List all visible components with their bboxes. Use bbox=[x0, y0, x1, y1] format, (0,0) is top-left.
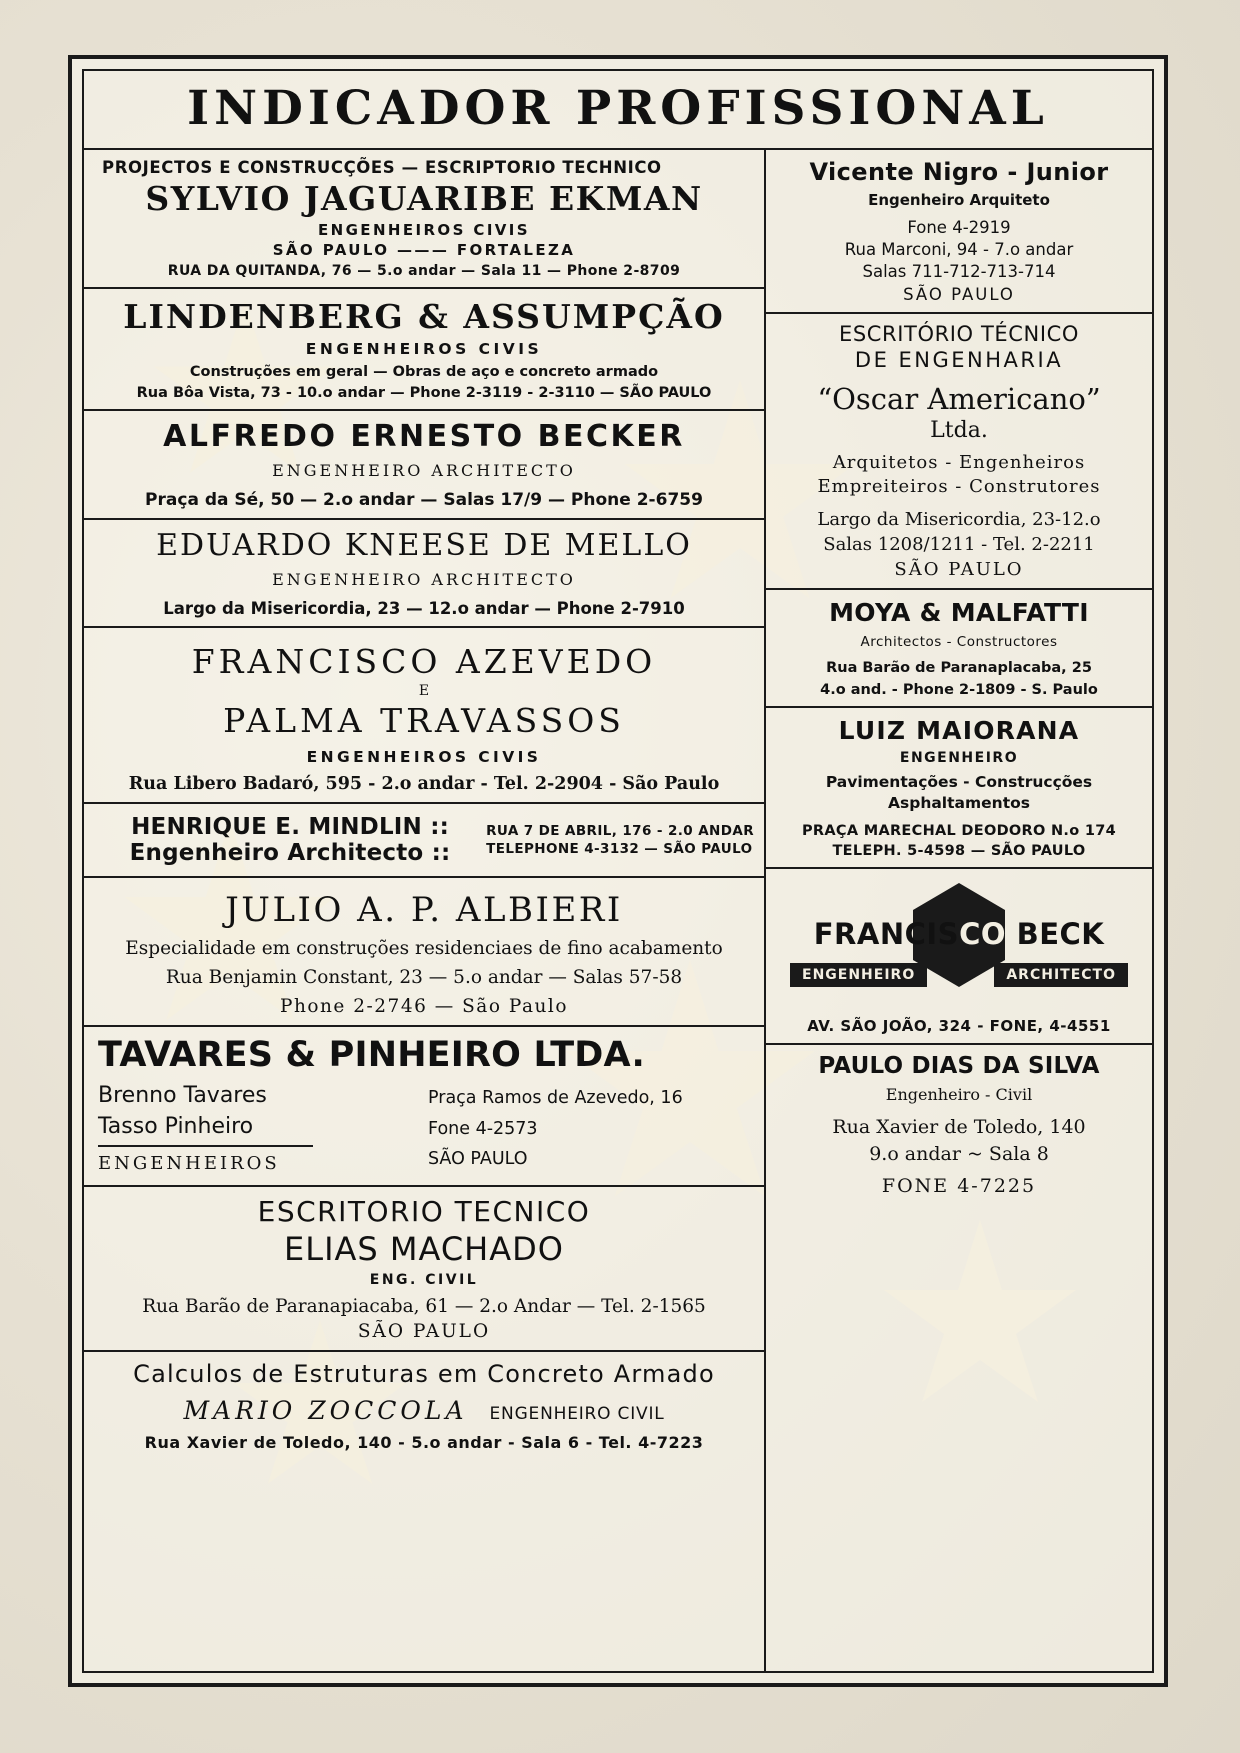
ad-name-row bbox=[96, 1396, 752, 1425]
ad-address: Rua Benjamin Constant, 23 — 5.o andar — Salas 57-58 bbox=[165, 967, 683, 988]
ad-address: PRAÇA MARECHAL DEODORO N.o 174 bbox=[801, 823, 1117, 839]
ad-phone: 4.o and. - Phone 2-1809 - S. Paulo bbox=[820, 682, 1098, 698]
ad-role: ENGENHEIROS CIVIS bbox=[317, 221, 530, 239]
ad-oscar-americano[interactable] bbox=[766, 314, 1152, 590]
ad-phone: FONE 4-7225 bbox=[881, 1175, 1037, 1197]
ad-rooms: Salas 1208/1211 - Tel. 2-2211 bbox=[823, 534, 1095, 555]
ad-role-1: Arquitetos - Engenheiros bbox=[832, 452, 1086, 473]
ad-address: Rua Barão de Paranapiacaba, 61 — 2.o Andar — Tel. 2-1565 bbox=[142, 1295, 706, 1317]
ad-header: PROJECTOS E CONSTRUCÇÕES — ESCRIPTORIO TECHNICO bbox=[102, 158, 662, 177]
ad-address bbox=[486, 822, 754, 858]
ad-moya-malfatti[interactable] bbox=[766, 590, 1152, 708]
ad-name: PAULO DIAS DA SILVA bbox=[818, 1053, 1100, 1079]
ad-phone: Fone 4-2919 bbox=[907, 218, 1011, 237]
ad-address: Rua Bôa Vista, 73 - 10.o andar — Phone 2-3119 - 2-3110 — SÃO PAULO bbox=[136, 385, 712, 401]
ad-details bbox=[98, 1083, 750, 1175]
ad-name: LINDENBERG & ASSUMPÇÃO bbox=[123, 297, 725, 336]
ad-city: SÃO PAULO bbox=[903, 285, 1015, 304]
ad-name-part-3: BECK bbox=[1006, 917, 1105, 951]
ad-name: MARIO ZOCCOLA bbox=[183, 1395, 468, 1425]
ad-cities: SÃO PAULO ——— FORTALEZA bbox=[272, 241, 576, 259]
ad-name: JULIO A. P. ALBIERI bbox=[225, 890, 623, 930]
ad-alfredo-ernesto-becker[interactable] bbox=[84, 411, 764, 520]
ad-header: ESCRITORIO TECNICO bbox=[257, 1194, 591, 1228]
ad-role-badges bbox=[790, 963, 1128, 987]
ad-address-line-1: RUA 7 DE ABRIL, 176 - 2.0 ANDAR bbox=[486, 822, 754, 839]
ad-name-secondary: PALMA TRAVASSOS bbox=[223, 701, 625, 740]
ad-role-2: Empreiteiros - Construtores bbox=[817, 476, 1101, 497]
page-title-bar bbox=[84, 71, 1152, 150]
ad-name: ELIAS MACHADO bbox=[284, 1229, 564, 1268]
advertisement-inner-frame bbox=[82, 69, 1154, 1673]
ad-role: Engenheiro Arquiteto bbox=[868, 191, 1050, 209]
ad-address: Rua Xavier de Toledo, 140 bbox=[832, 1116, 1086, 1138]
ad-partner-2: Tasso Pinheiro bbox=[98, 1114, 254, 1139]
ad-header-line-2: DE ENGENHARIA bbox=[854, 348, 1064, 372]
ad-badge-left: ENGENHEIRO bbox=[790, 963, 927, 987]
ad-sylvio-jaguaribe-ekman[interactable] bbox=[84, 150, 764, 289]
ad-header-line-1: ESCRITÓRIO TÉCNICO bbox=[838, 322, 1080, 346]
ad-address: Praça Ramos de Azevedo, 16 bbox=[428, 1088, 683, 1108]
ad-service-2: Asphaltamentos bbox=[888, 794, 1030, 812]
ad-role: ENGENHEIRO CIVIL bbox=[489, 1403, 665, 1424]
ad-role: ENGENHEIROS bbox=[98, 1153, 280, 1174]
ad-city: SÃO PAULO bbox=[894, 559, 1024, 580]
ad-phone: Phone 2-2746 — São Paulo bbox=[280, 996, 568, 1017]
ad-address: Rua Libero Badaró, 595 - 2.o andar - Tel. 2-2904 - São Paulo bbox=[128, 774, 720, 794]
ad-luiz-maiorana[interactable] bbox=[766, 708, 1152, 869]
ad-name: EDUARDO KNEESE DE MELLO bbox=[156, 528, 692, 563]
ad-elias-machado[interactable] bbox=[84, 1187, 764, 1352]
ad-name: Vicente Nigro - Junior bbox=[809, 158, 1109, 186]
ad-tavares-pinheiro-ltda[interactable] bbox=[84, 1027, 764, 1187]
ad-francisco-beck[interactable] bbox=[766, 869, 1152, 1045]
ad-lindenberg-assumpcao[interactable] bbox=[84, 289, 764, 411]
ad-address: Praça da Sé, 50 — 2.o andar — Salas 17/9 — Phone 2-6759 bbox=[145, 490, 703, 510]
ad-address: Largo da Misericordia, 23-12.o bbox=[817, 509, 1101, 530]
ad-vicente-nigro-junior[interactable] bbox=[766, 150, 1152, 314]
ad-eduardo-kneese-de-mello[interactable] bbox=[84, 520, 764, 628]
ad-address: Rua Xavier de Toledo, 140 - 5.o andar - Sala 6 - Tel. 4-7223 bbox=[144, 1432, 704, 1452]
ad-role: ENGENHEIRO bbox=[899, 750, 1019, 766]
page-title: INDICADOR PROFISSIONAL bbox=[187, 81, 1049, 136]
ad-name-part-1: FRANCIS bbox=[813, 917, 960, 951]
ad-rooms: 9.o andar ~ Sala 8 bbox=[869, 1143, 1049, 1165]
ad-address: Rua Marconi, 94 - 7.o andar bbox=[844, 240, 1074, 259]
ad-role: Engenheiro - Civil bbox=[885, 1085, 1033, 1104]
listing-grid bbox=[84, 150, 1152, 1671]
ad-phone: TELEPH. 5-4598 — SÃO PAULO bbox=[832, 843, 1086, 859]
ad-address-line-2: TELEPHONE 4-3132 — SÃO PAULO bbox=[486, 841, 753, 857]
ad-conjunction: E bbox=[418, 683, 430, 699]
ad-name: MOYA & MALFATTI bbox=[829, 598, 1089, 627]
ad-role: Architectos - Constructores bbox=[860, 634, 1058, 650]
ad-city: SÃO PAULO bbox=[428, 1149, 528, 1170]
ad-name: TAVARES & PINHEIRO LTDA. bbox=[98, 1035, 645, 1075]
ad-name-suffix: Ltda. bbox=[930, 418, 988, 443]
ad-phone: Fone 4-2573 bbox=[428, 1118, 538, 1139]
ad-name-part-2: CO bbox=[959, 917, 1006, 951]
ad-address: Rua Barão de Paranaplacaba, 25 bbox=[826, 660, 1092, 676]
ad-henrique-e-mindlin[interactable] bbox=[84, 804, 764, 878]
ad-name: LUIZ MAIORANA bbox=[838, 716, 1080, 745]
ad-role: ENGENHEIRO ARCHITECTO bbox=[272, 461, 576, 480]
ad-julio-a-p-albieri[interactable] bbox=[84, 878, 764, 1027]
right-column bbox=[766, 150, 1152, 1671]
ad-services: Construções em geral — Obras de aço e concreto armado bbox=[189, 364, 659, 380]
ad-service-1: Pavimentações - Construcções bbox=[825, 773, 1093, 791]
ad-contact bbox=[428, 1083, 683, 1175]
ad-role: ENGENHEIROS CIVIS bbox=[305, 340, 543, 358]
ad-name: SYLVIO JAGUARIBE EKMAN bbox=[145, 179, 703, 218]
ad-name: “Oscar Americano” bbox=[817, 382, 1101, 416]
ad-paulo-dias-da-silva[interactable] bbox=[766, 1045, 1152, 1205]
ad-rooms: Salas 711-712-713-714 bbox=[862, 262, 1056, 281]
ad-name-primary: FRANCISCO AZEVEDO bbox=[191, 642, 657, 681]
ad-specialty: Especialidade em construções residenciaes de fino acabamento bbox=[125, 938, 723, 959]
ad-headline: Calculos de Estruturas em Concreto Armado bbox=[133, 1359, 715, 1388]
advertisement-page-frame bbox=[68, 55, 1168, 1687]
ad-address: Largo da Misericordia, 23 — 12.o andar — Phone 2-7910 bbox=[163, 599, 685, 618]
ad-role: ENGENHEIRO ARCHITECTO bbox=[272, 570, 576, 589]
ad-role: ENG. CIVIL bbox=[369, 1271, 479, 1288]
ad-city: SÃO PAULO bbox=[357, 1320, 491, 1342]
francisco-beck-logo bbox=[778, 883, 1140, 1003]
ad-name bbox=[778, 917, 1140, 951]
ad-mario-zoccola[interactable] bbox=[84, 1352, 764, 1460]
ad-partner-1: Brenno Tavares bbox=[98, 1083, 267, 1108]
ad-francisco-azevedo-palma-travassos[interactable] bbox=[84, 628, 764, 804]
ad-address: RUA DA QUITANDA, 76 — 5.o andar — Sala 11 — Phone 2-8709 bbox=[167, 263, 681, 279]
left-column bbox=[84, 150, 766, 1671]
ad-name: HENRIQUE E. MINDLIN :: Engenheiro Architecto :: bbox=[129, 814, 451, 866]
divider bbox=[98, 1145, 313, 1147]
ad-address: AV. SÃO JOÃO, 324 - FONE, 4-4551 bbox=[807, 1017, 1111, 1035]
ad-role: ENGENHEIROS CIVIS bbox=[306, 748, 542, 766]
ad-partners bbox=[98, 1083, 428, 1175]
ad-badge-right: ARCHITECTO bbox=[994, 963, 1128, 987]
ad-name: ALFREDO ERNESTO BECKER bbox=[163, 419, 685, 454]
